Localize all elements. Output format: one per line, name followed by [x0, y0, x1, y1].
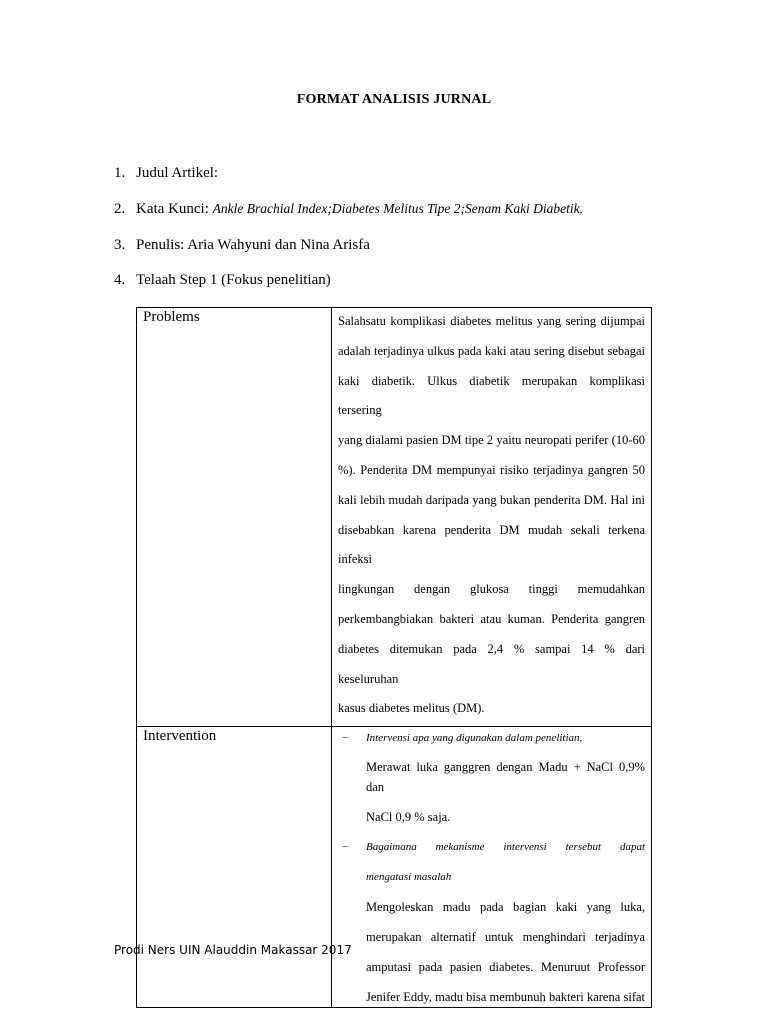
question-1-text: Intervensi apa yang digunakan dalam penelitian,	[366, 732, 583, 745]
list-label: Penulis: Aria Wahyuni dan Nina Arisfa	[136, 237, 370, 253]
keywords-value: Ankle Brachial Index;Diabetes Melitus Tipe 2;Senam Kaki Diabetik.	[212, 201, 584, 216]
list-number: 2.	[114, 201, 126, 217]
problems-line: kali lebih mudah daripada yang bukan penderita DM. Hal ini	[338, 492, 645, 507]
problems-label: Problems	[143, 309, 200, 325]
list-label: Telaah Step 1 (Fokus penelitian)	[136, 272, 331, 288]
problems-content-cell	[332, 308, 652, 727]
list-item-penulis	[114, 237, 370, 254]
focus-table	[136, 307, 652, 1008]
dash-bullet: −	[342, 732, 349, 745]
problems-line: kasus diabetes melitus (DM).	[338, 701, 485, 716]
document-title: FORMAT ANALISIS JURNAL	[296, 92, 492, 107]
problems-line: adalah terjadinya ulkus pada kaki atau sering disebut sebagai	[338, 343, 645, 358]
list-item-kata-kunci	[114, 201, 583, 218]
question-2-line: mengatasi masalah	[366, 871, 452, 884]
dash-bullet: −	[342, 841, 349, 854]
intervention-label: Intervention	[143, 728, 217, 745]
problems-label-cell	[137, 308, 332, 727]
list-number: 3.	[114, 237, 126, 253]
list-label: Kata Kunci:	[136, 201, 209, 217]
answer-1-line: NaCl 0,9 % saja.	[366, 810, 451, 825]
problems-line: diabetes ditemukan pada 2,4 % sampai 14 % dari keseluruhan	[338, 641, 645, 686]
intervention-content-cell	[332, 727, 652, 1008]
list-item-telaah	[114, 272, 331, 289]
page-footer: Prodi Ners UIN Alauddin Makassar 2017	[114, 943, 352, 957]
problems-line: Salahsatu komplikasi diabetes melitus yang sering dijumpai	[338, 314, 645, 328]
answer-2-line: Jenifer Eddy, madu bisa membunuh bakteri karena sifat	[366, 990, 645, 1005]
problems-line: disebabkan karena penderita DM mudah sekali terkena infeksi	[338, 522, 645, 567]
table-row-intervention	[137, 727, 652, 1008]
table-row-problems	[137, 308, 652, 727]
list-number: 1.	[114, 165, 126, 181]
problems-line: kaki diabetik. Ulkus diabetik merupakan komplikasi tersering	[338, 373, 645, 418]
intervention-label-cell	[137, 727, 332, 1008]
answer-2-line: Mengoleskan madu pada bagian kaki yang luka,	[366, 900, 645, 915]
problems-line: lingkungan dengan glukosa tinggi memudahkan	[338, 582, 645, 597]
answer-1-line: Merawat luka ganggren dengan Madu + NaCl 0,9% dan	[366, 760, 645, 795]
problems-line: perkembangbiakan bakteri atau kuman. Penderita gangren	[338, 611, 645, 626]
answer-2-line: amputasi pada pasien diabetes. Menuruut Professor	[366, 960, 645, 975]
problems-text	[338, 307, 645, 724]
question-2-line: Bagaimana mekanisme intervensi tersebut dapat	[366, 841, 645, 854]
list-number: 4.	[114, 272, 126, 288]
answer-2-line: merupakan alternatif untuk menghindari terjadinya	[366, 930, 645, 945]
problems-line: yang dialami pasien DM tipe 2 yaitu neuropati perifer (10-60	[338, 433, 645, 448]
list-label: Judul Artikel:	[136, 165, 219, 181]
list-item-judul	[114, 165, 218, 182]
intervention-question-1	[338, 729, 645, 747]
intervention-question-2	[338, 837, 645, 887]
problems-line: %). Penderita DM mempunyai risiko terjadinya gangren 50	[338, 462, 645, 477]
